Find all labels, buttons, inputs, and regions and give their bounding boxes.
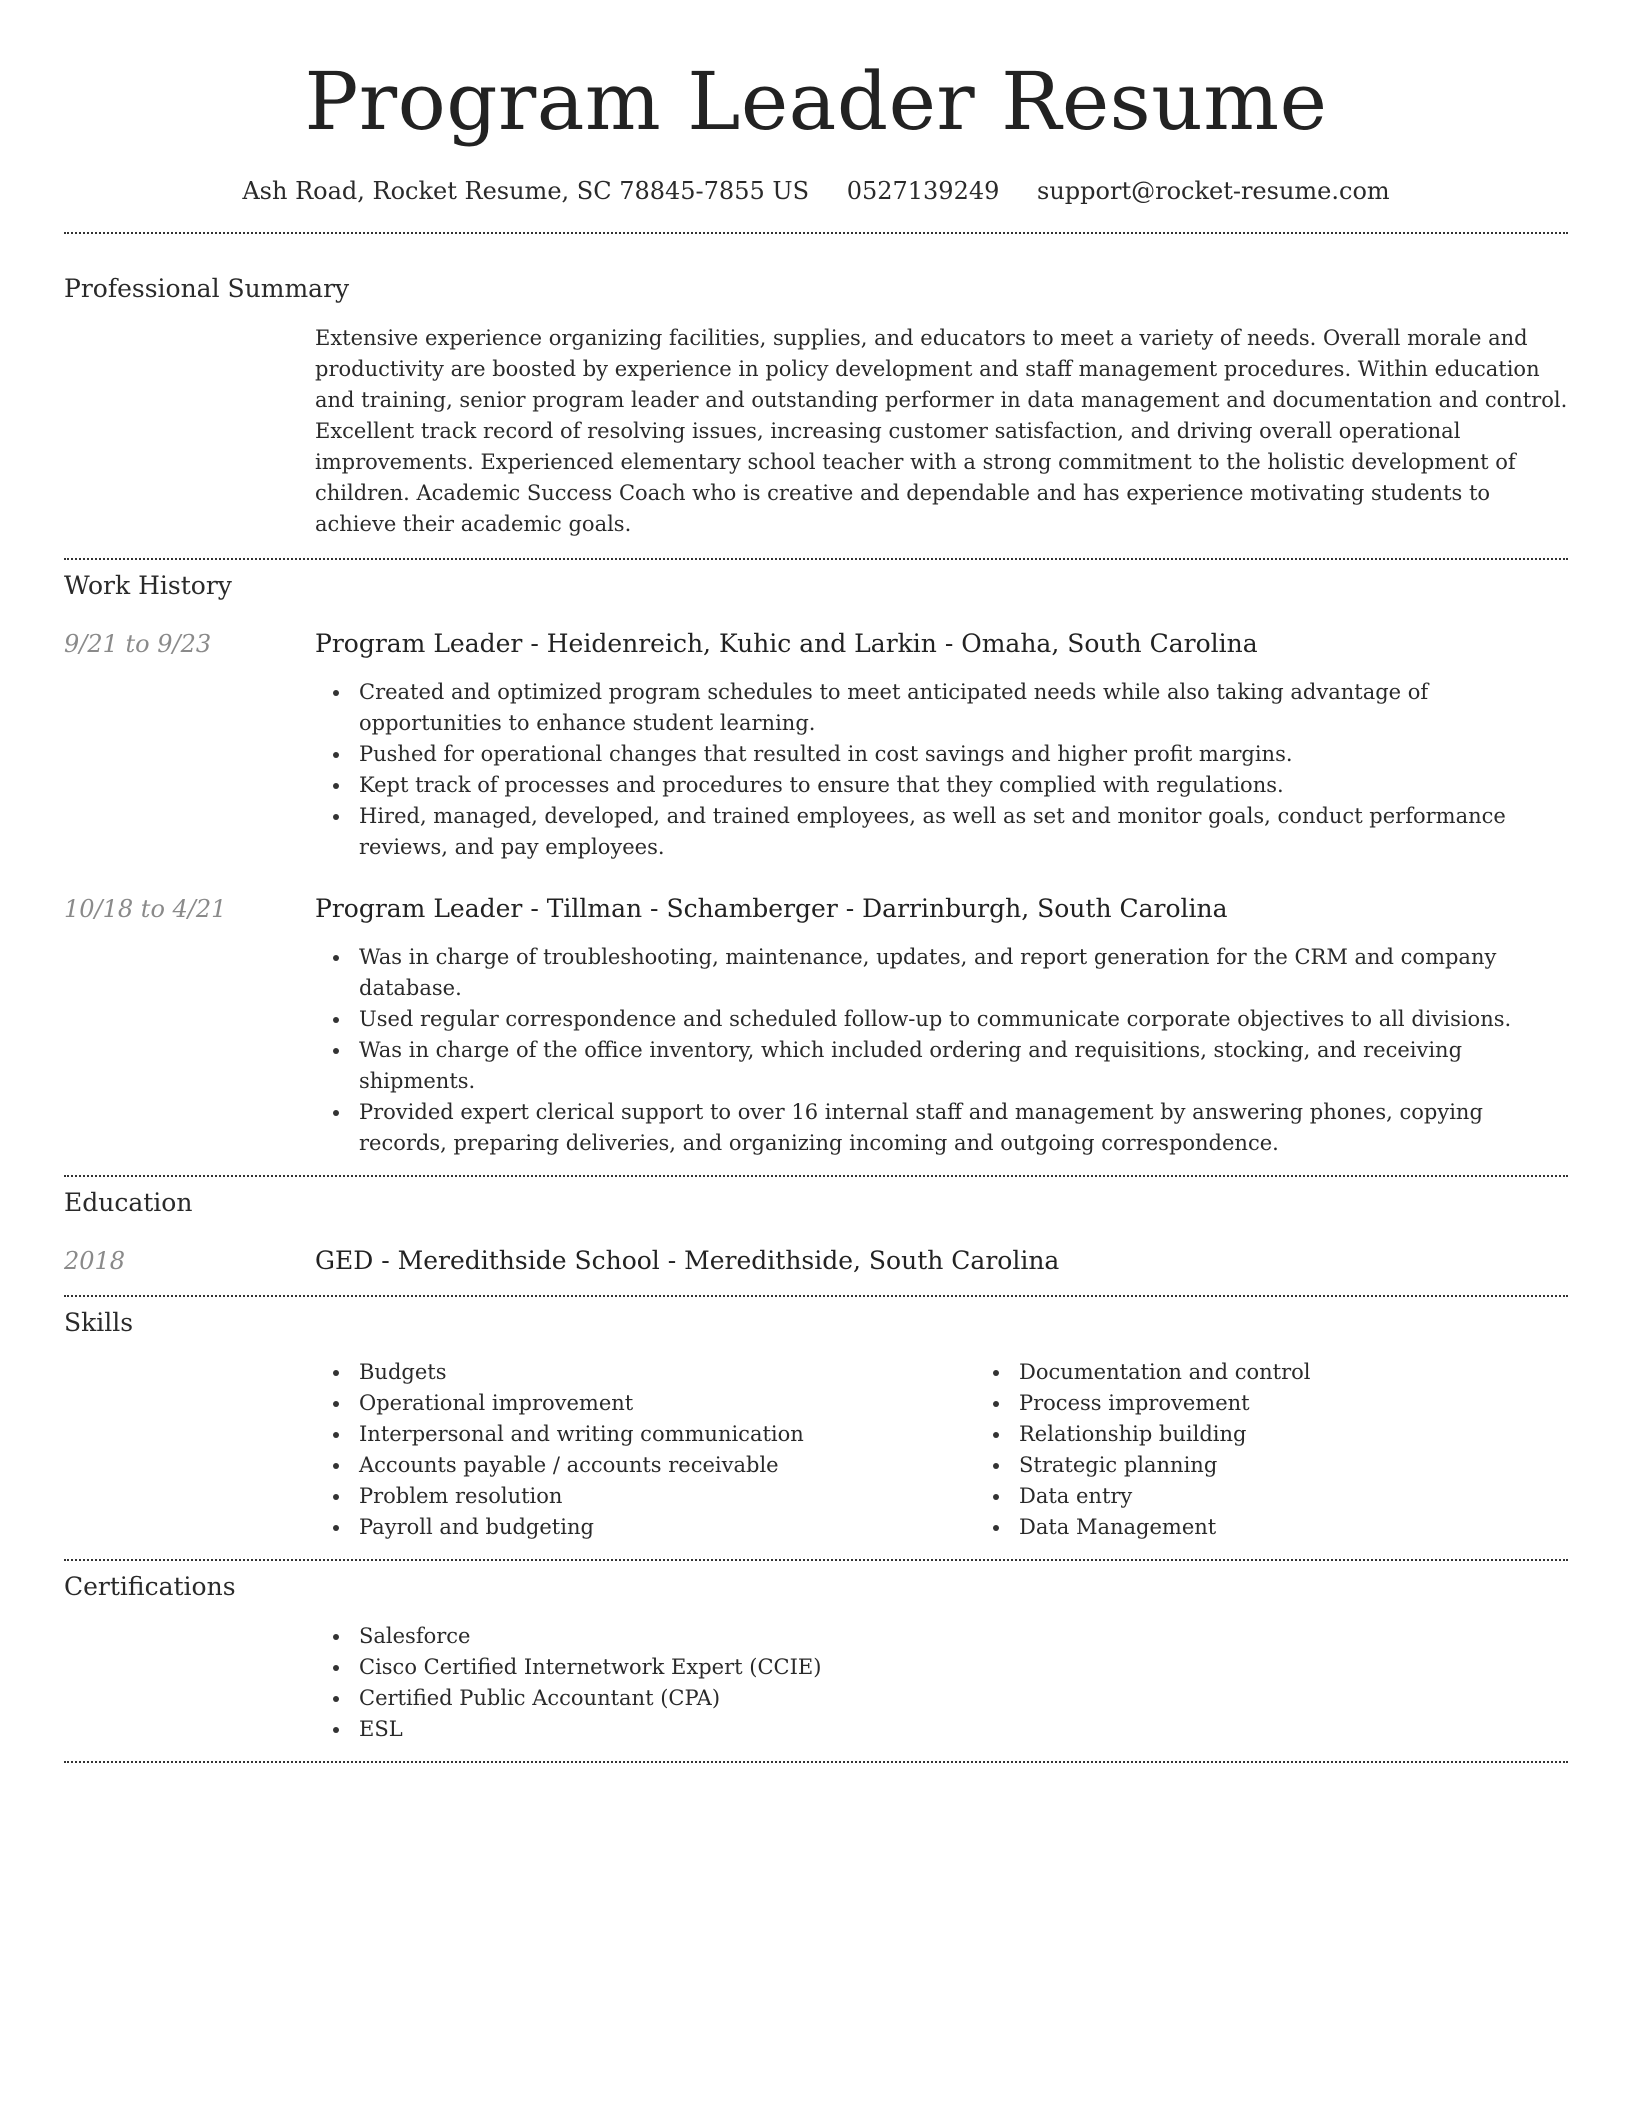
list-item: ESL — [359, 1714, 1568, 1745]
job-bullets — [315, 942, 1568, 1159]
job-title: Program Leader - Heidenreich, Kuhic and Larkin - Omaha, South Carolina — [315, 629, 1258, 658]
list-item: Strategic planning — [1019, 1450, 1632, 1481]
job-entry — [64, 893, 1568, 1159]
list-item: Pushed for operational changes that resulted in cost savings and higher profit margins. — [359, 739, 1568, 770]
skills-section — [64, 1307, 1568, 1543]
list-item: Kept track of processes and procedures to ensure that they complied with regulations. — [359, 770, 1568, 801]
list-item: Process improvement — [1019, 1388, 1632, 1419]
section-divider — [64, 1175, 1568, 1177]
section-divider — [64, 558, 1568, 560]
list-item: Documentation and control — [1019, 1357, 1632, 1388]
list-item: Provided expert clerical support to over 16 internal staff and management by answering phones, copying records, preparing deliveries, and organizing incoming and outgoing correspondence. — [359, 1097, 1568, 1159]
certifications-list — [315, 1621, 1568, 1745]
certifications-section — [64, 1571, 1568, 1745]
list-item: Data Management — [1019, 1512, 1632, 1543]
education-title: GED - Meredithside School - Meredithside, South Carolina — [315, 1246, 1060, 1275]
skills-list-right — [975, 1357, 1632, 1543]
contact-address: Ash Road, Rocket Resume, SC 78845-7855 US — [242, 177, 810, 205]
section-heading-education: Education — [64, 1188, 193, 1217]
job-entry — [64, 628, 1568, 863]
list-item: Relationship building — [1019, 1419, 1632, 1450]
education-section — [64, 1187, 1568, 1277]
job-bullets — [315, 677, 1568, 863]
section-heading-certifications: Certifications — [64, 1572, 236, 1601]
summary-section — [64, 273, 1568, 540]
education-date: 2018 — [64, 1247, 126, 1275]
list-item: Cisco Certified Internetwork Expert (CCIE) — [359, 1652, 1568, 1683]
contact-email: support@rocket-resume.com — [1037, 177, 1390, 205]
list-item: Was in charge of troubleshooting, maintenance, updates, and report generation for the CRM and company database. — [359, 942, 1568, 1004]
list-item: Budgets — [359, 1357, 975, 1388]
skills-list-left — [315, 1357, 975, 1543]
list-item: Accounts payable / accounts receivable — [359, 1450, 975, 1481]
list-item: Data entry — [1019, 1481, 1632, 1512]
section-heading-summary: Professional Summary — [64, 274, 350, 303]
section-divider — [64, 1761, 1568, 1763]
list-item: Payroll and budgeting — [359, 1512, 975, 1543]
work-history-section — [64, 570, 1568, 1159]
list-item: Hired, managed, developed, and trained employees, as well as set and monitor goals, conduct performance reviews, and pay employees. — [359, 801, 1568, 863]
resume-page — [64, 0, 1568, 1763]
list-item: Problem resolution — [359, 1481, 975, 1512]
job-dates: 10/18 to 4/21 — [64, 895, 227, 923]
section-heading-work: Work History — [64, 571, 232, 600]
section-heading-skills: Skills — [64, 1308, 134, 1337]
list-item: Interpersonal and writing communication — [359, 1419, 975, 1450]
list-item: Was in charge of the office inventory, which included ordering and requisitions, stocking, and receiving shipments. — [359, 1035, 1568, 1097]
contact-line — [64, 176, 1568, 206]
summary-text: Extensive experience organizing facilities, supplies, and educators to meet a variety of needs. Overall morale and productivity are boosted by experience in policy development and staff management procedures. Within education and training, senior program leader and outstanding performer in data management and documentation and control. Excellent track record of resolving issues, increasing customer satisfaction, and driving overall operational improvements. Experienced elementary school teacher with a strong commitment to the holistic development of children. Academic Success Coach who is creative and dependable and has experience motivating students to achieve their academic goals. — [315, 326, 1568, 536]
job-title: Program Leader - Tillman - Schamberger - Darrinburgh, South Carolina — [315, 894, 1228, 923]
list-item: Used regular correspondence and scheduled follow-up to communicate corporate objectives to all divisions. — [359, 1004, 1568, 1035]
list-item: Operational improvement — [359, 1388, 975, 1419]
education-entry — [64, 1245, 1568, 1277]
section-divider — [64, 1295, 1568, 1297]
section-divider — [64, 1559, 1568, 1561]
page-title: Program Leader Resume — [304, 55, 1328, 148]
contact-phone: 0527139249 — [846, 177, 1000, 205]
list-item: Salesforce — [359, 1621, 1568, 1652]
section-divider — [64, 232, 1568, 234]
list-item: Certified Public Accountant (CPA) — [359, 1683, 1568, 1714]
list-item: Created and optimized program schedules to meet anticipated needs while also taking advantage of opportunities to enhance student learning. — [359, 677, 1568, 739]
skills-columns — [315, 1357, 1568, 1543]
job-dates: 9/21 to 9/23 — [64, 630, 212, 658]
